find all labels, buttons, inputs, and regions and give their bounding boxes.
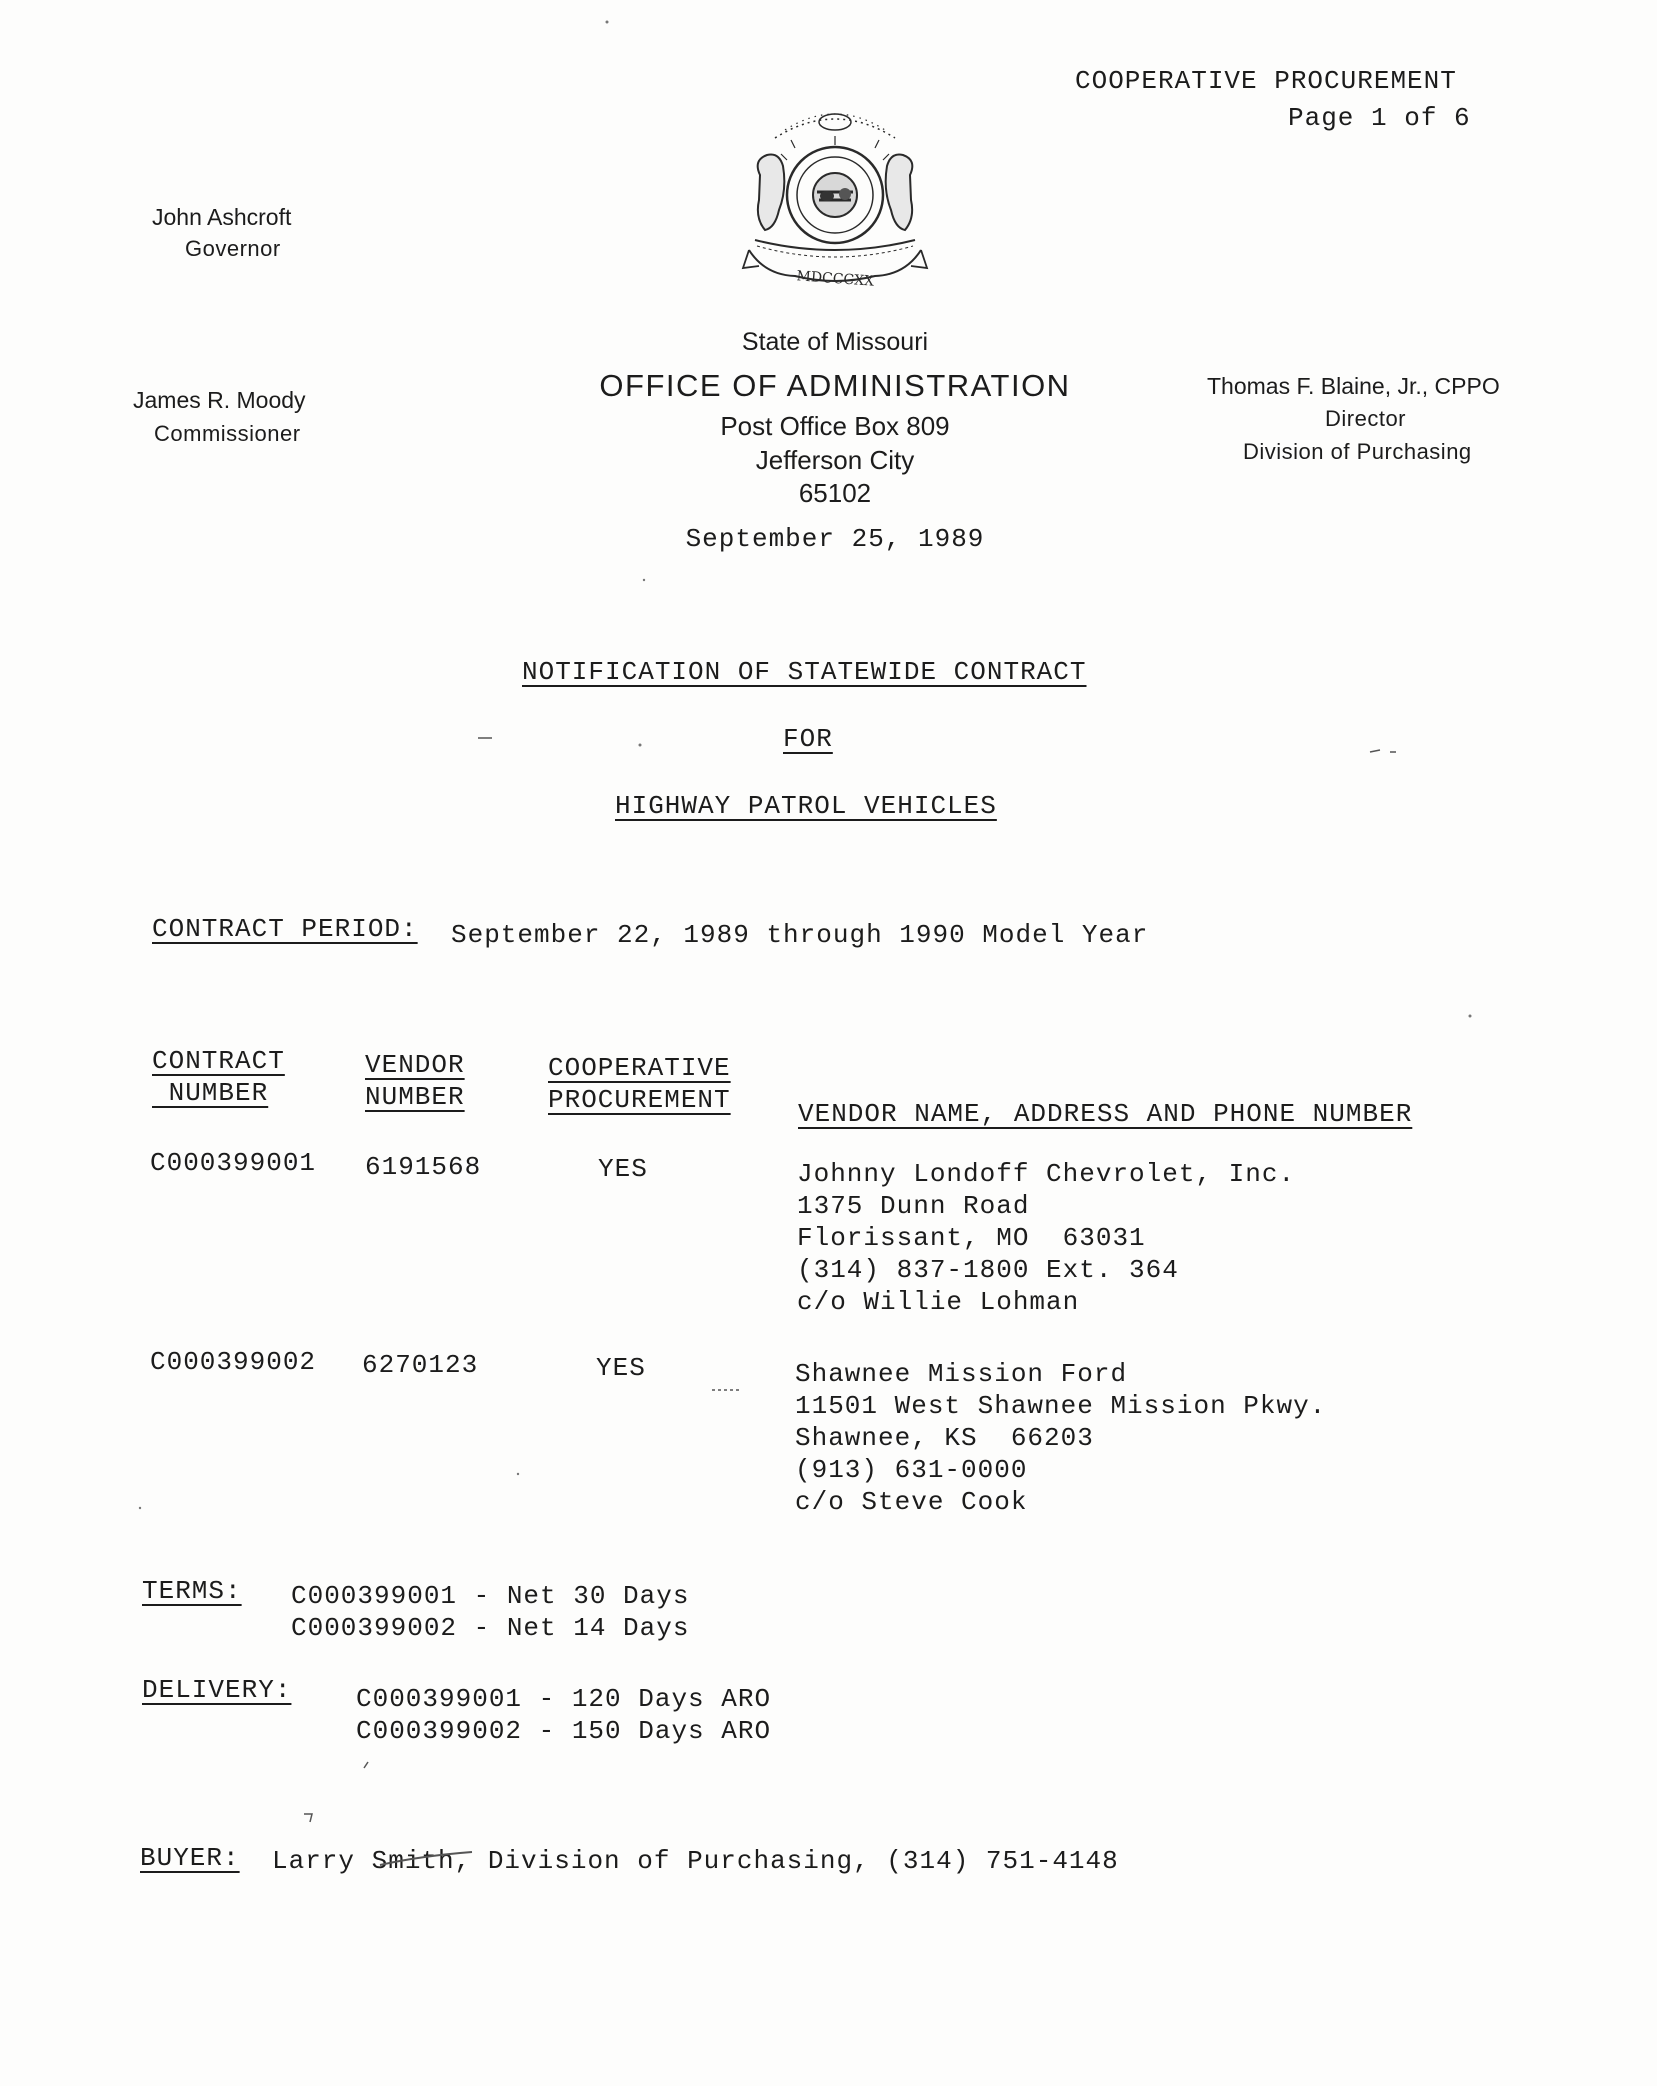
- director-name: Thomas F. Blaine, Jr., CPPO: [1207, 373, 1500, 399]
- director-title: Director: [1325, 406, 1407, 431]
- state-seal-icon: [735, 100, 935, 295]
- title-line-2: FOR: [783, 724, 833, 754]
- letterhead-office: OFFICE OF ADMINISTRATION: [599, 368, 1071, 403]
- letterhead-state: State of Missouri: [741, 328, 929, 356]
- program-heading: COOPERATIVE PROCUREMENT: [1075, 66, 1457, 96]
- row-1-cooperative: YES: [598, 1154, 648, 1184]
- governor-title: Governor: [185, 236, 281, 261]
- letterhead-box: Post Office Box 809: [720, 411, 950, 441]
- director-division: Division of Purchasing: [1243, 439, 1472, 464]
- buyer-value: Larry Smith, Division of Purchasing, (314) 751-4148: [272, 1846, 1119, 1876]
- commissioner-name: James R. Moody: [133, 387, 306, 413]
- title-line-3: HIGHWAY PATROL VEHICLES: [615, 791, 997, 821]
- row-2-vendor-number: 6270123: [362, 1350, 479, 1380]
- row-1-contract-number: C000399001: [150, 1148, 317, 1178]
- delivery-label: DELIVERY:: [142, 1675, 292, 1705]
- terms-label: TERMS:: [142, 1576, 242, 1606]
- row-2-contract-number: C000399002: [150, 1347, 317, 1377]
- contract-period-label: CONTRACT PERIOD:: [152, 914, 418, 944]
- governor-name: John Ashcroft: [152, 204, 292, 230]
- page-number: Page 1 of 6: [1288, 103, 1471, 133]
- letter-date: September 25, 1989: [685, 524, 985, 554]
- row-1-vendor-number: 6191568: [365, 1152, 482, 1182]
- commissioner-title: Commissioner: [154, 421, 301, 446]
- row-2-cooperative: YES: [596, 1353, 646, 1383]
- row-1-vendor-info: Johnny Londoff Chevrolet, Inc. 1375 Dunn Road Florissant, MO 63031 (314) 837-1800 Ext. 364 c/o Willie Lohman: [797, 1159, 1296, 1317]
- header-contract-number: CONTRACT NUMBER: [152, 1046, 285, 1108]
- header-vendor-number: VENDOR NUMBER: [365, 1050, 465, 1112]
- svg-text:MDCCCXX: MDCCCXX: [795, 268, 875, 290]
- contract-period-value: September 22, 1989 through 1990 Model Year: [451, 920, 1149, 950]
- letterhead-city: Jefferson City: [755, 445, 915, 475]
- buyer-label: BUYER:: [140, 1843, 240, 1873]
- delivery-values: C000399001 - 120 Days ARO C000399002 - 150 Days ARO: [356, 1684, 772, 1746]
- header-cooperative-procurement: COOPERATIVE PROCUREMENT: [548, 1053, 731, 1115]
- terms-values: C000399001 - Net 30 Days C000399002 - Net 14 Days: [291, 1581, 690, 1643]
- header-vendor-name: VENDOR NAME, ADDRESS AND PHONE NUMBER: [798, 1099, 1413, 1129]
- row-2-vendor-info: Shawnee Mission Ford 11501 West Shawnee Mission Pkwy. Shawnee, KS 66203 (913) 631-0000 c/o Steve Cook: [795, 1359, 1327, 1517]
- letterhead-zip: 65102: [798, 478, 872, 508]
- title-line-1: NOTIFICATION OF STATEWIDE CONTRACT: [522, 657, 1087, 687]
